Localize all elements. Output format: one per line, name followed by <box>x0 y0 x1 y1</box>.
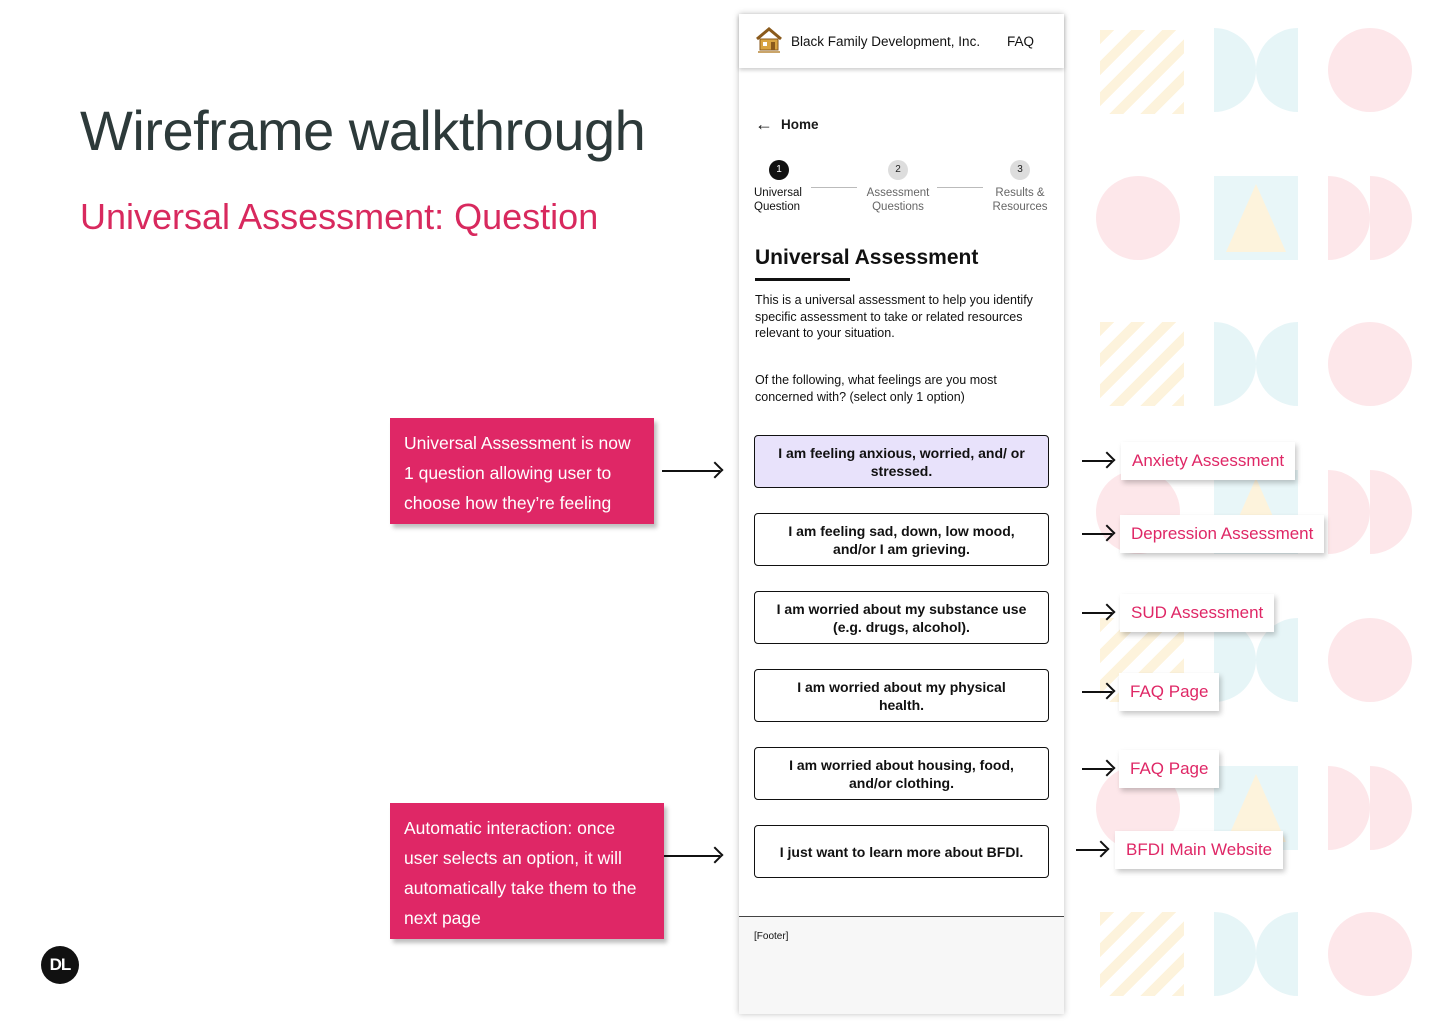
pattern-stripes <box>1100 30 1184 114</box>
arrow-right-icon <box>662 470 720 472</box>
step-number: 2 <box>888 160 908 180</box>
option-anxious[interactable]: I am feeling anxious, worried, and/ or stressed. <box>754 435 1049 488</box>
step-assessment-questions <box>858 160 938 214</box>
step-results-resources <box>980 160 1060 214</box>
slide-title: Wireframe walkthrough <box>80 99 646 162</box>
step-connector <box>937 187 983 188</box>
option-learn-bfdi[interactable]: I just want to learn more about BFDI. <box>754 825 1049 878</box>
pattern-d-shapes <box>1328 176 1412 260</box>
pattern-d-shapes <box>1328 470 1412 554</box>
dl-logo-badge: DL <box>41 946 79 984</box>
pattern-circle <box>1328 618 1412 702</box>
step-number: 1 <box>769 160 789 180</box>
step-label: Results & Resources <box>992 187 1048 213</box>
dest-bfdi-website: BFDI Main Website <box>1115 831 1283 869</box>
dest-faq-page: FAQ Page <box>1119 673 1219 711</box>
option-substance-use[interactable]: I am worried about my substance use (e.g. drugs, alcohol). <box>754 591 1049 644</box>
assessment-intro: This is a universal assessment to help you identify specific assessment to take or related resources relevant to your situation. <box>755 293 1033 340</box>
option-housing-food[interactable]: I am worried about housing, food, and/or clothing. <box>754 747 1049 800</box>
arrow-right-icon <box>1082 768 1112 770</box>
arrow-left-icon: ← <box>755 114 773 134</box>
assessment-question: Of the following, what feelings are you most concerned with? (select only 1 option) <box>755 373 997 404</box>
step-label: Universal Question <box>754 187 802 213</box>
callout-automatic-interaction: Automatic interaction: once user selects an option, it will automatically take them to the next page <box>390 803 664 939</box>
progress-stepper <box>739 160 1064 220</box>
pattern-half-circles <box>1214 28 1298 112</box>
top-nav-bar <box>739 14 1064 68</box>
pattern-circle <box>1096 176 1180 260</box>
step-number: 3 <box>1010 160 1030 180</box>
footer-placeholder: [Footer] <box>754 931 789 942</box>
dest-sud-assessment: SUD Assessment <box>1120 594 1274 632</box>
faq-link[interactable]: FAQ <box>1006 33 1034 49</box>
pattern-stripes <box>1100 322 1184 406</box>
heading-underline <box>755 278 850 281</box>
pattern-triangle <box>1214 176 1298 260</box>
mobile-wireframe <box>739 14 1064 1014</box>
pattern-circle <box>1328 322 1412 406</box>
option-sad[interactable]: I am feeling sad, down, low mood, and/or I am grieving. <box>754 513 1049 566</box>
arrow-right-icon <box>664 855 720 857</box>
pattern-d-shapes <box>1328 766 1412 850</box>
step-label: Assessment Questions <box>866 187 930 213</box>
arrow-right-icon <box>1082 460 1112 462</box>
arrow-right-icon <box>1076 849 1106 851</box>
dest-faq-page: FAQ Page <box>1119 750 1219 788</box>
arrow-right-icon <box>1082 691 1112 693</box>
org-name: Black Family Development, Inc. <box>791 33 981 49</box>
pattern-half-circles <box>1214 322 1298 406</box>
dest-anxiety-assessment: Anxiety Assessment <box>1121 442 1295 480</box>
pattern-half-circles <box>1214 912 1298 996</box>
back-home-link[interactable] <box>755 114 819 135</box>
pattern-circle <box>1328 912 1412 996</box>
back-label: Home <box>781 117 819 132</box>
dest-depression-assessment: Depression Assessment <box>1120 515 1324 553</box>
arrow-right-icon <box>1082 533 1112 535</box>
arrow-right-icon <box>1082 612 1112 614</box>
step-universal-question <box>739 160 819 214</box>
pattern-stripes <box>1100 912 1184 996</box>
footer <box>739 916 1064 1014</box>
assessment-heading: Universal Assessment <box>755 246 979 269</box>
bfdi-logo-icon <box>755 26 783 56</box>
slide-subtitle: Universal Assessment: Question <box>80 196 599 237</box>
pattern-circle <box>1328 28 1412 112</box>
option-physical-health[interactable]: I am worried about my physical health. <box>754 669 1049 722</box>
callout-universal-assessment: Universal Assessment is now 1 question allowing user to choose how they’re feeling <box>390 418 654 524</box>
